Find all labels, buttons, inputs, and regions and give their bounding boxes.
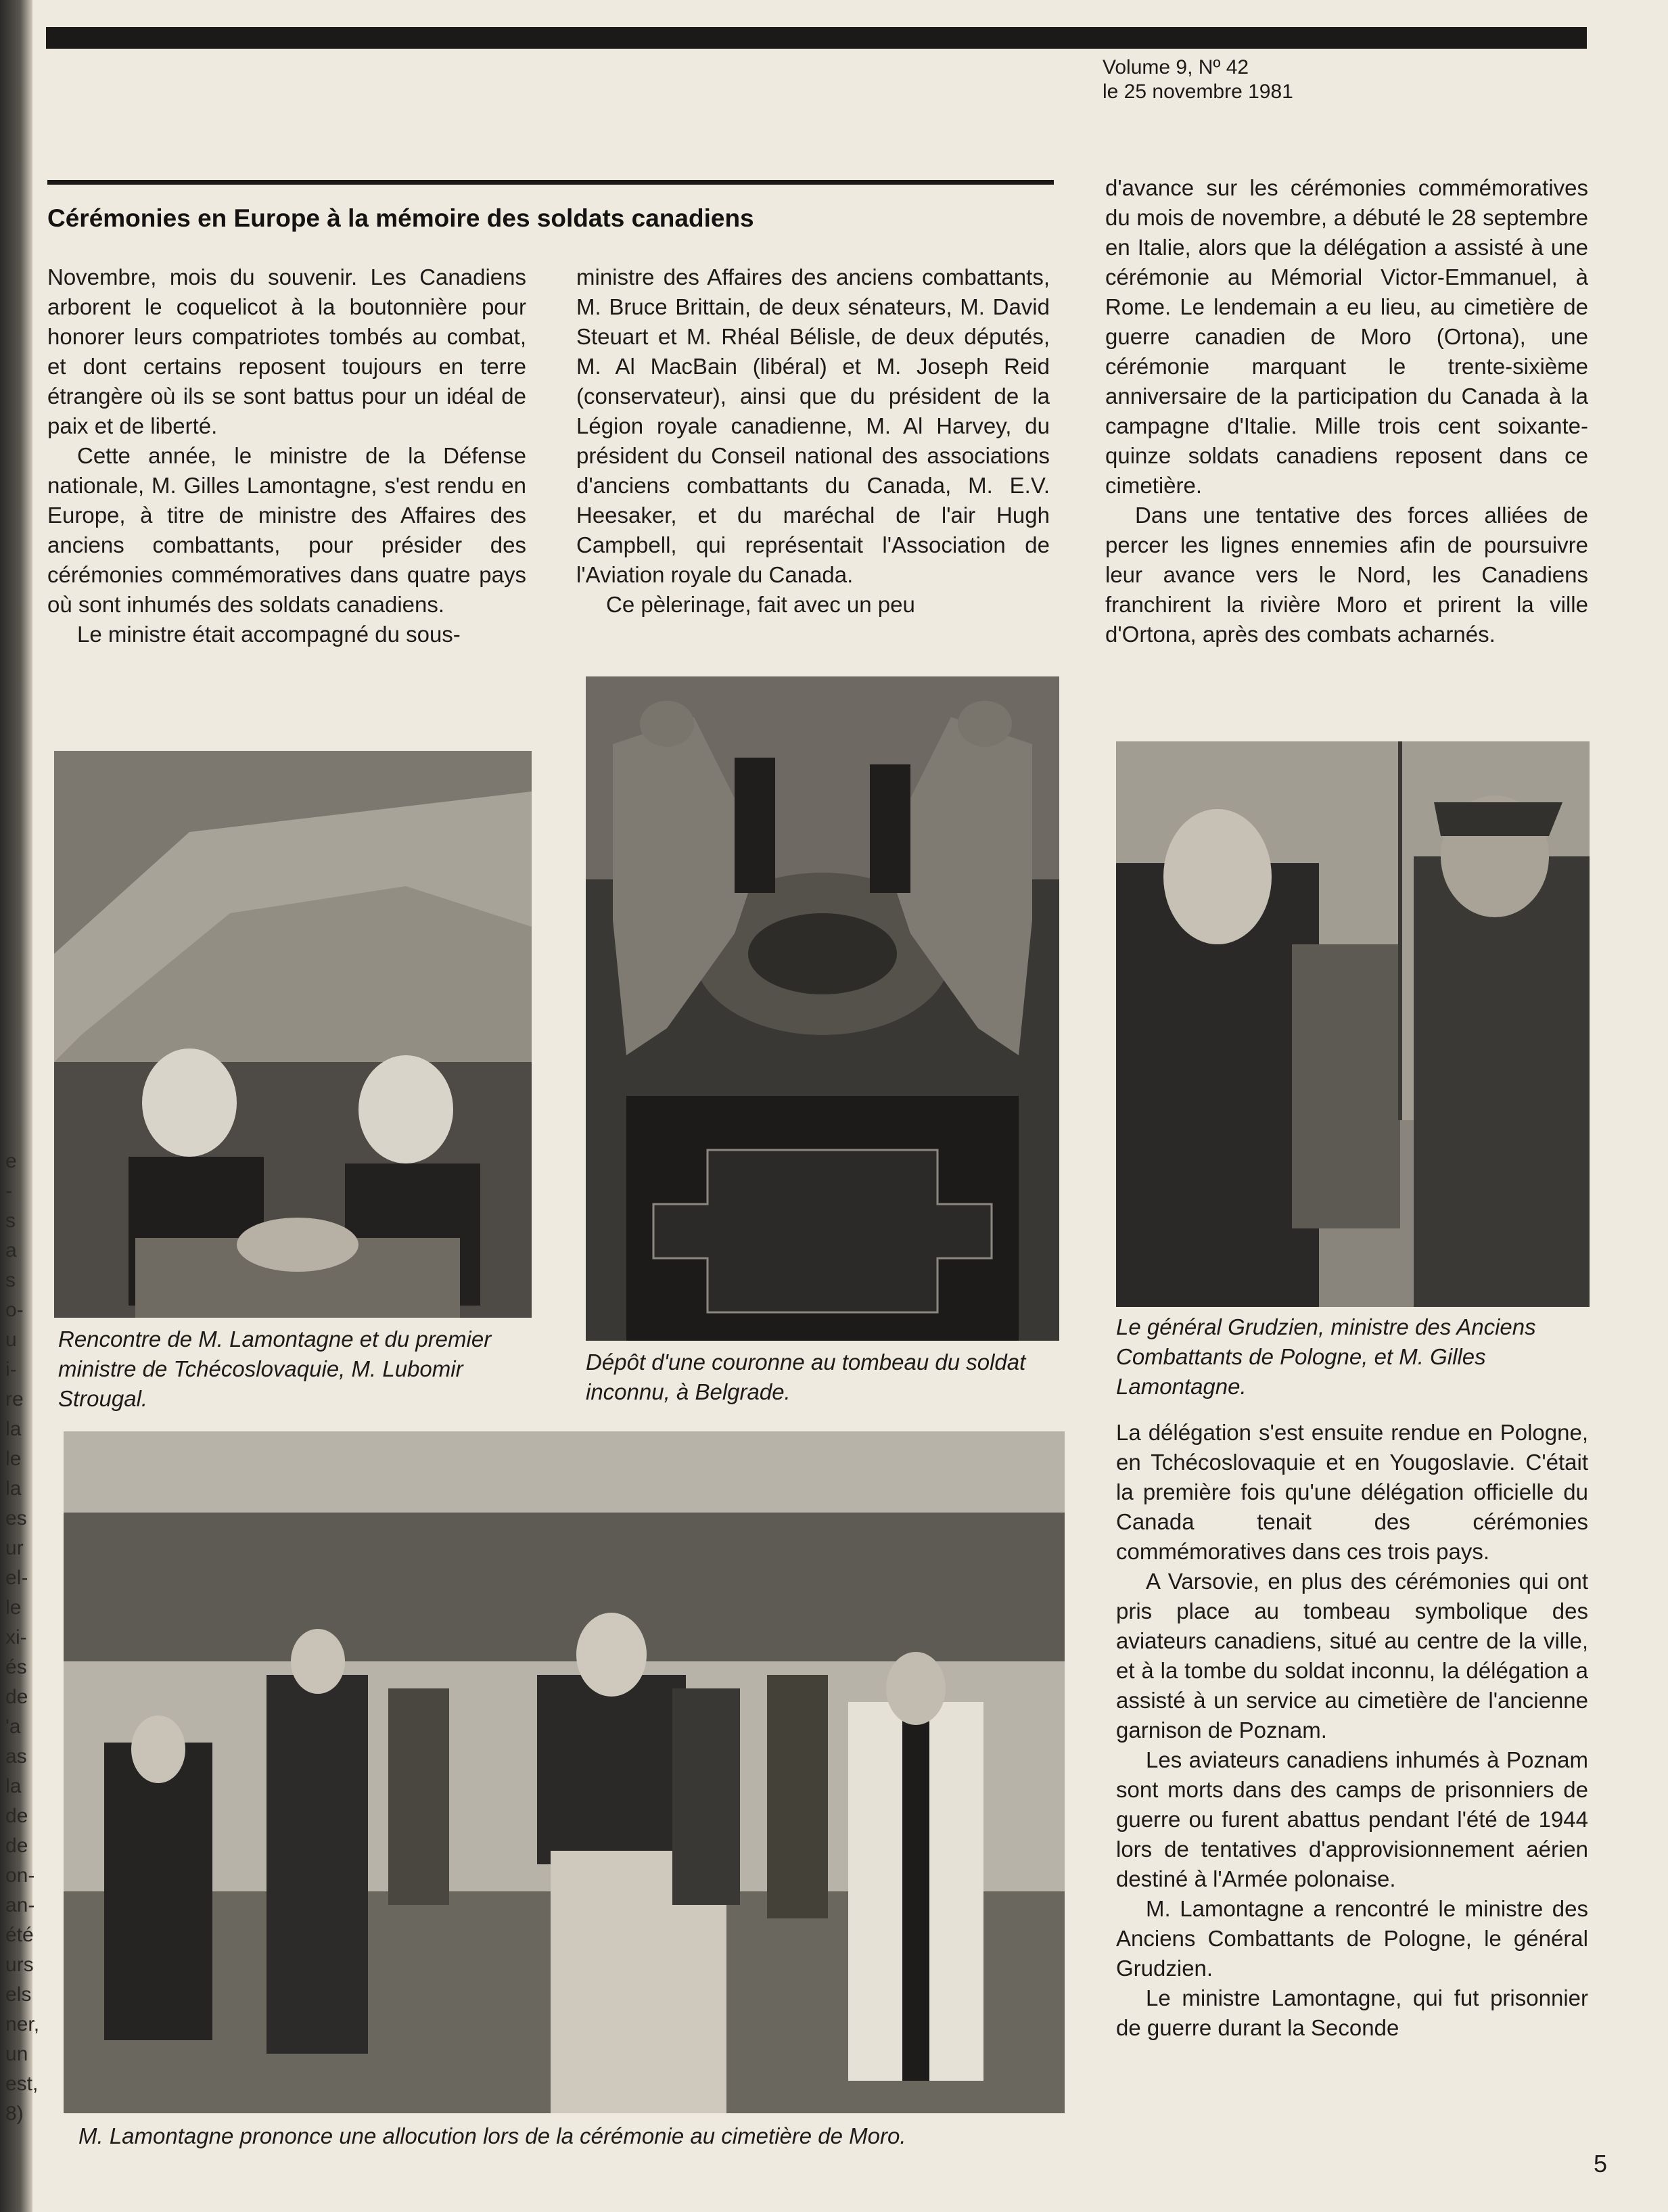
article-column-3-top bbox=[1105, 173, 1588, 649]
left-page-fragment: els bbox=[5, 1983, 32, 2006]
section-rule bbox=[47, 180, 1054, 185]
paragraph: La délégation s'est ensuite rendue en Pologne, en Tchécoslovaquie et en Yougoslavie. C'était la première fois qu'une délégation officielle du Canada tenait des cérémonies commémoratives dans ces trois pays. bbox=[1116, 1420, 1588, 1564]
paragraph: Les aviateurs canadiens inhumés à Poznam sont morts dans des camps de prisonniers de guerre ou furent abattus pendant l'été de 1944 lors de tentatives d'approvisionnement aérien destiné à l'Armée polonaise. bbox=[1116, 1747, 1588, 1891]
photo-caption: Rencontre de M. Lamontagne et du premier ministre de Tchécoslovaquie, M. Lubomir Strougal. bbox=[58, 1327, 492, 1411]
left-page-fragment: ner, bbox=[5, 2013, 40, 2035]
left-page-fragment: i- bbox=[5, 1358, 17, 1381]
left-page-fragment: la bbox=[5, 1477, 22, 1500]
paragraph: M. Lamontagne a rencontré le ministre des Anciens Combattants de Pologne, le général Grudzien. bbox=[1116, 1896, 1588, 1981]
left-page-fragment: de bbox=[5, 1835, 28, 1857]
left-page-fragment: el- bbox=[5, 1567, 28, 1589]
photo-handshake-poland bbox=[1116, 741, 1590, 1307]
left-page-fragment: de bbox=[5, 1805, 28, 1827]
volume-number: Volume 9, Nº 42 bbox=[1103, 56, 1249, 78]
photo-speech-moro bbox=[64, 1431, 1065, 2113]
left-page-fragment: un bbox=[5, 2043, 28, 2065]
left-page-fragment: as bbox=[5, 1745, 27, 1768]
left-page-fragment: u bbox=[5, 1329, 17, 1351]
left-page-fragment: o- bbox=[5, 1299, 24, 1321]
paragraph: Dans une tentative des forces alliées de percer les lignes ennemies afin de poursuivre leur avance vers le Nord, les Canadiens franchirent la rivière Moro et prirent la ville d'Ortona, après des combats acharnés. bbox=[1105, 503, 1588, 647]
left-page-fragment: ur bbox=[5, 1537, 24, 1559]
left-page-fragment: on- bbox=[5, 1864, 35, 1887]
paragraph: Novembre, mois du souvenir. Les Canadiens arborent le coquelicot à la boutonnière pour honorer leurs compatriotes tombés au combat, et dont certains reposent toujours en terre étrangère où ils se sont battus pour un idéal de paix et de liberté. bbox=[47, 264, 526, 438]
left-page-fragment: s bbox=[5, 1269, 16, 1291]
article-column-3-bottom bbox=[1116, 1418, 1588, 2043]
paragraph: Le ministre était accompagné du sous- bbox=[77, 622, 461, 647]
article-column-2 bbox=[576, 262, 1050, 620]
paragraph: Le ministre Lamontagne, qui fut prisonnier de guerre durant la Seconde bbox=[1116, 1985, 1588, 2040]
paragraph: d'avance sur les cérémonies commémoratives du mois de novembre, a débuté le 28 septembre en Italie, alors que la délégation a assisté à une cérémonie au Mémorial Victor-Emmanuel, à Rome. Le lendemain a eu lieu, au cimetière de guerre canadien de Moro (Ortona), une cérémonie marquant le trente-sixième anniversaire de la participation du Canada à la campagne d'Italie. Mille trois cent soixante-quinze soldats canadiens reposent dans ce cimetière. bbox=[1105, 175, 1588, 498]
photo-wreath-belgrade bbox=[586, 676, 1059, 1341]
left-page-fragment: s bbox=[5, 1209, 16, 1232]
paragraph: Ce pèlerinage, fait avec un peu bbox=[606, 592, 915, 617]
paragraph: A Varsovie, en plus des cérémonies qui ont pris place au tombeau symbolique des aviateurs canadiens, situé au centre de la ville, et à la tombe du soldat inconnu, la délégation a assisté à un service au cimetière de l'ancienne garnison de Poznam. bbox=[1116, 1569, 1588, 1743]
left-page-fragment: - bbox=[5, 1180, 12, 1202]
top-rule bbox=[46, 27, 1587, 49]
left-page-fragment: es bbox=[5, 1507, 27, 1529]
issue-info bbox=[1103, 55, 1454, 104]
paragraph: Cette année, le ministre de la Défense nationale, M. Gilles Lamontagne, s'est rendu en Europe, à titre de ministre des Affaires des anciens combattants, pour présider des cérémonies commémoratives dans quatre pays où sont inhumés des soldats canadiens. bbox=[47, 443, 526, 617]
left-page-fragment: la bbox=[5, 1418, 22, 1440]
left-page-fragment: 'a bbox=[5, 1715, 21, 1738]
left-page-fragments bbox=[1, 1150, 42, 2165]
left-page-fragment: la bbox=[5, 1775, 22, 1797]
article-title: Cérémonies en Europe à la mémoire des soldats canadiens bbox=[47, 204, 754, 232]
left-page-fragment: le bbox=[5, 1596, 22, 1619]
issue-date: le 25 novembre 1981 bbox=[1103, 80, 1293, 103]
paragraph: ministre des Affaires des anciens combattants, M. Bruce Brittain, de deux sénateurs, M. David Steuart et M. Rhéal Bélisle, de deux députés, M. Al MacBain (libéral) et M. Joseph Reid (conservateur), ainsi que du président de la Légion royale canadienne, M. Al Harvey, du président du Conseil national des associations d'anciens combattants du Canada, M. E.V. Heesaker, et du maréchal de l'air Hugh Campbell, qui représentait l'Association de l'Aviation royale du Canada. bbox=[576, 264, 1050, 587]
page-number: 5 bbox=[1594, 2150, 1608, 2178]
left-page-fragment: le bbox=[5, 1448, 22, 1470]
left-page-fragment: re bbox=[5, 1388, 24, 1410]
left-page-fragment: est, bbox=[5, 2073, 39, 2095]
left-page-fragment: été bbox=[5, 1924, 34, 1946]
article-column-1 bbox=[47, 262, 526, 649]
photo-caption: M. Lamontagne prononce une allocution lors de la cérémonie au cimetière de Moro. bbox=[78, 2123, 906, 2148]
left-page-fragment: e bbox=[5, 1150, 17, 1172]
left-page-fragment: an- bbox=[5, 1894, 35, 1916]
photo-meeting-czechoslovakia bbox=[54, 751, 532, 1318]
left-page-fragment: a bbox=[5, 1239, 17, 1262]
photo-caption: Le général Grudzien, ministre des Anciens Combattants de Pologne, et M. Gilles Lamontagne. bbox=[1116, 1314, 1536, 1399]
left-page-fragment: urs bbox=[5, 1954, 34, 1976]
left-page-fragment: 8) bbox=[5, 2102, 24, 2125]
photo-caption: Dépôt d'une couronne au tombeau du soldat inconnu, à Belgrade. bbox=[586, 1350, 1026, 1404]
left-page-fragment: xi- bbox=[5, 1626, 27, 1649]
left-page-fragment: és bbox=[5, 1656, 27, 1678]
left-page-fragment: de bbox=[5, 1686, 28, 1708]
